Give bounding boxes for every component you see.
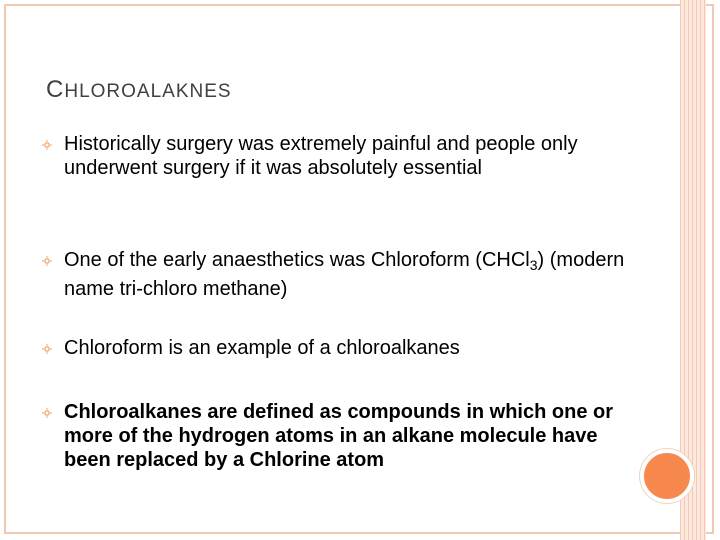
title-first-letter: C: [46, 76, 65, 103]
bullet-text: [64, 248, 642, 301]
bullet-item: [42, 248, 642, 301]
decorative-circle: [640, 449, 694, 503]
bullet-text: Chloroalkanes are defined as compounds in which one or more of the hydrogen atoms in an alkane molecule have been replaced by a Chlorine atom: [64, 401, 613, 471]
bullet-text-part: ) (modern name tri-chloro methane): [64, 249, 625, 300]
bullet-item: [42, 400, 642, 472]
slide-title: [46, 76, 232, 104]
sun-icon: [42, 408, 52, 418]
bullet-text: Historically surgery was extremely painful and people only underwent surgery if it was absolutely essential: [64, 133, 578, 179]
sun-icon: [42, 140, 52, 150]
bullet-text-part: One of the early anaesthetics was Chloroform (CHCl: [64, 249, 530, 271]
title-rest: HLOROALAKNES: [64, 81, 232, 102]
bullet-item: [42, 336, 642, 360]
bullet-item: [42, 132, 642, 180]
sun-icon: [42, 344, 52, 354]
bullet-text: Chloroform is an example of a chloroalkanes: [64, 337, 460, 359]
chemical-subscript: 3: [529, 257, 538, 273]
sun-icon: [42, 256, 52, 266]
